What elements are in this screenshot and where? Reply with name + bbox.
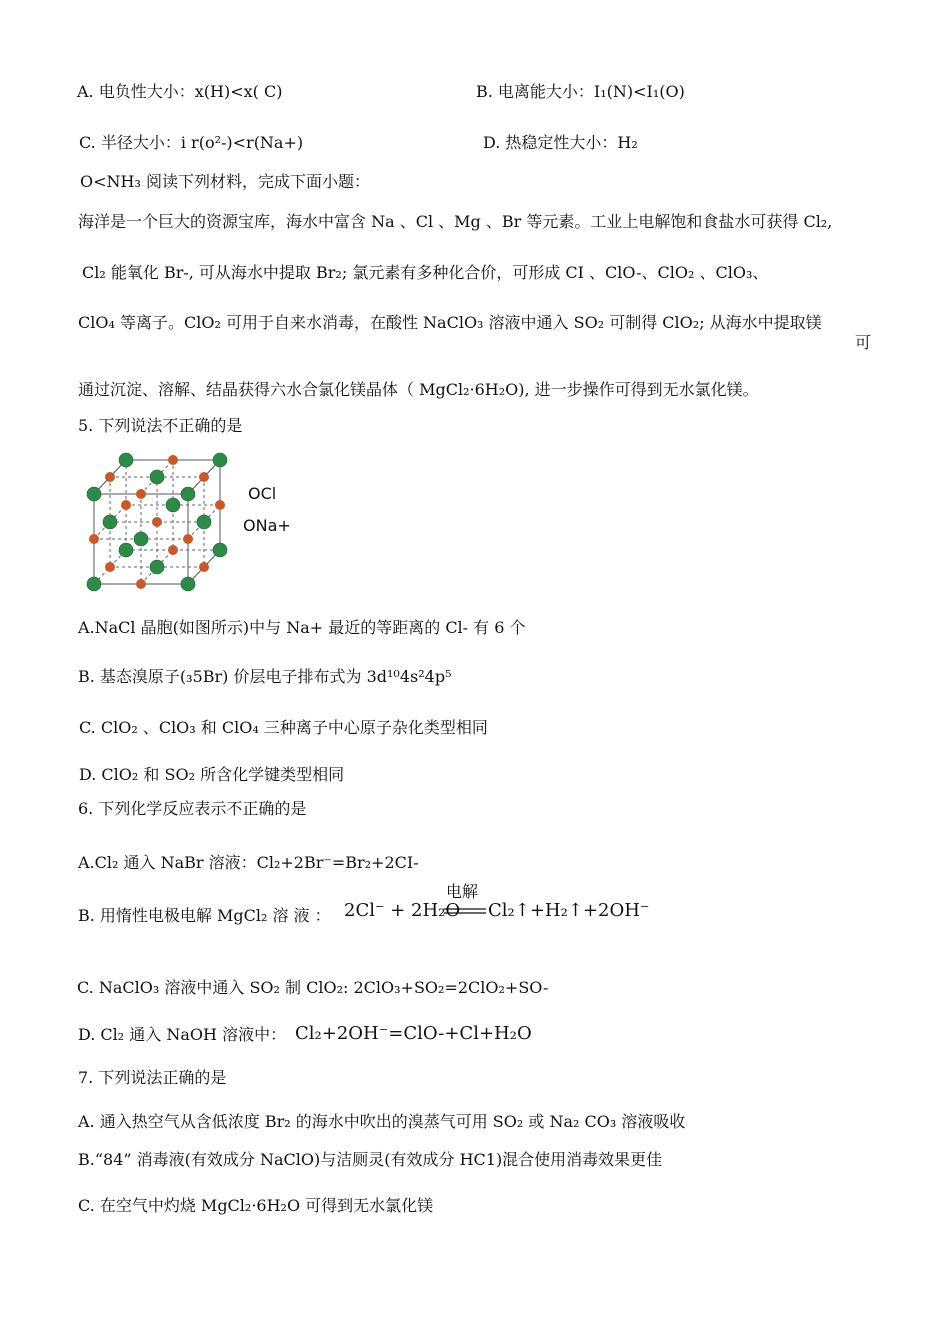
legend-cl: OCl	[248, 484, 277, 503]
q6-option-d-equation: Cl₂+2OH⁻=ClO-+Cl+H₂O	[295, 1023, 532, 1044]
q7-option-a: A. 通入热空气从含低浓度 Br₂ 的海水中吹出的溴蒸气可用 SO₂ 或 Na₂ CO₃ 溶液吸收	[78, 1112, 686, 1131]
q6-option-a: A.Cl₂ 通入 NaBr 溶液：Cl₂+2Br⁻=Br₂+2CI-	[78, 853, 419, 872]
nacl-unit-cell-diagram	[80, 450, 230, 595]
passage-line-4: 通过沉淀、溶解、结晶获得六水合氯化镁晶体（ MgCl₂·6H₂O), 进一步操作可得到无水氯化镁。	[78, 380, 759, 399]
q4-option-a: A. 电负性大小：x(H)<x( C)	[77, 82, 283, 101]
q4-option-b: B. 电离能大小：I₁(N)<I₁(O)	[476, 82, 685, 101]
equation-lhs: 2Cl⁻ + 2H₂O	[344, 900, 461, 921]
equation-rhs: Cl₂↑+H₂↑+2OH⁻	[488, 900, 650, 921]
passage-line-1: 海洋是一个巨大的资源宝库，海水中富含 Na 、Cl 、Mg 、Br 等元素。工业上电解饱和食盐水可获得 Cl₂,	[78, 212, 833, 231]
q5-option-a: A.NaCl 晶胞(如图所示)中与 Na+ 最近的等距离的 Cl- 有 6 个	[78, 618, 526, 637]
q6-option-c: C. NaClO₃ 溶液中通入 SO₂ 制 ClO₂: 2ClO₃+SO₂=2ClO₂+SO-	[77, 978, 549, 997]
q7-stem: 7. 下列说法正确的是	[78, 1068, 227, 1087]
q6-option-b: B. 用惰性电极电解 MgCl₂ 溶 液 ：	[78, 906, 331, 925]
passage-line-2: Cl₂ 能氧化 Br-, 可从海水中提取 Br₂; 氯元素有多种化合价，可形成 CI 、ClO-、ClO₂ 、ClO₃、	[82, 263, 769, 282]
legend-na: ONa+	[243, 516, 291, 535]
q5-option-b: B. 基态溴原子(₃5Br) 价层电子排布式为 3d¹⁰4s²4p⁵	[78, 667, 452, 686]
equals-sign	[444, 907, 486, 915]
equation-condition: 电解	[446, 882, 479, 901]
q5-option-c: C. ClO₂ 、ClO₃ 和 ClO₄ 三种离子中心原子杂化类型相同	[79, 718, 488, 737]
q6-option-d-prefix: D. Cl₂ 通入 NaOH 溶液中：	[78, 1025, 287, 1044]
passage-line-3-end: 可	[855, 333, 872, 352]
q4-option-d-continued: O<NH₃ 阅读下列材料，完成下面小题：	[80, 172, 370, 191]
q4-option-d: D. 热稳定性大小：H₂	[483, 133, 638, 152]
q5-option-d: D. ClO₂ 和 SO₂ 所含化学键类型相同	[79, 765, 345, 784]
q6-stem: 6. 下列化学反应表示不正确的是	[78, 799, 307, 818]
q7-option-c: C. 在空气中灼烧 MgCl₂·6H₂O 可得到无水氯化镁	[78, 1196, 434, 1215]
q5-stem: 5. 下列说法不正确的是	[78, 416, 243, 435]
q7-option-b: B.“84” 消毒液(有效成分 NaClO)与洁厕灵(有效成分 HC1)混合使用消毒效果更佳	[78, 1150, 663, 1169]
passage-line-3: ClO₄ 等离子。ClO₂ 可用于自来水消毒，在酸性 NaClO₃ 溶液中通入 SO₂ 可制得 ClO₂; 从海水中提取镁	[78, 313, 822, 332]
q4-option-c: C. 半径大小：i r(o²-)<r(Na+)	[79, 133, 304, 152]
